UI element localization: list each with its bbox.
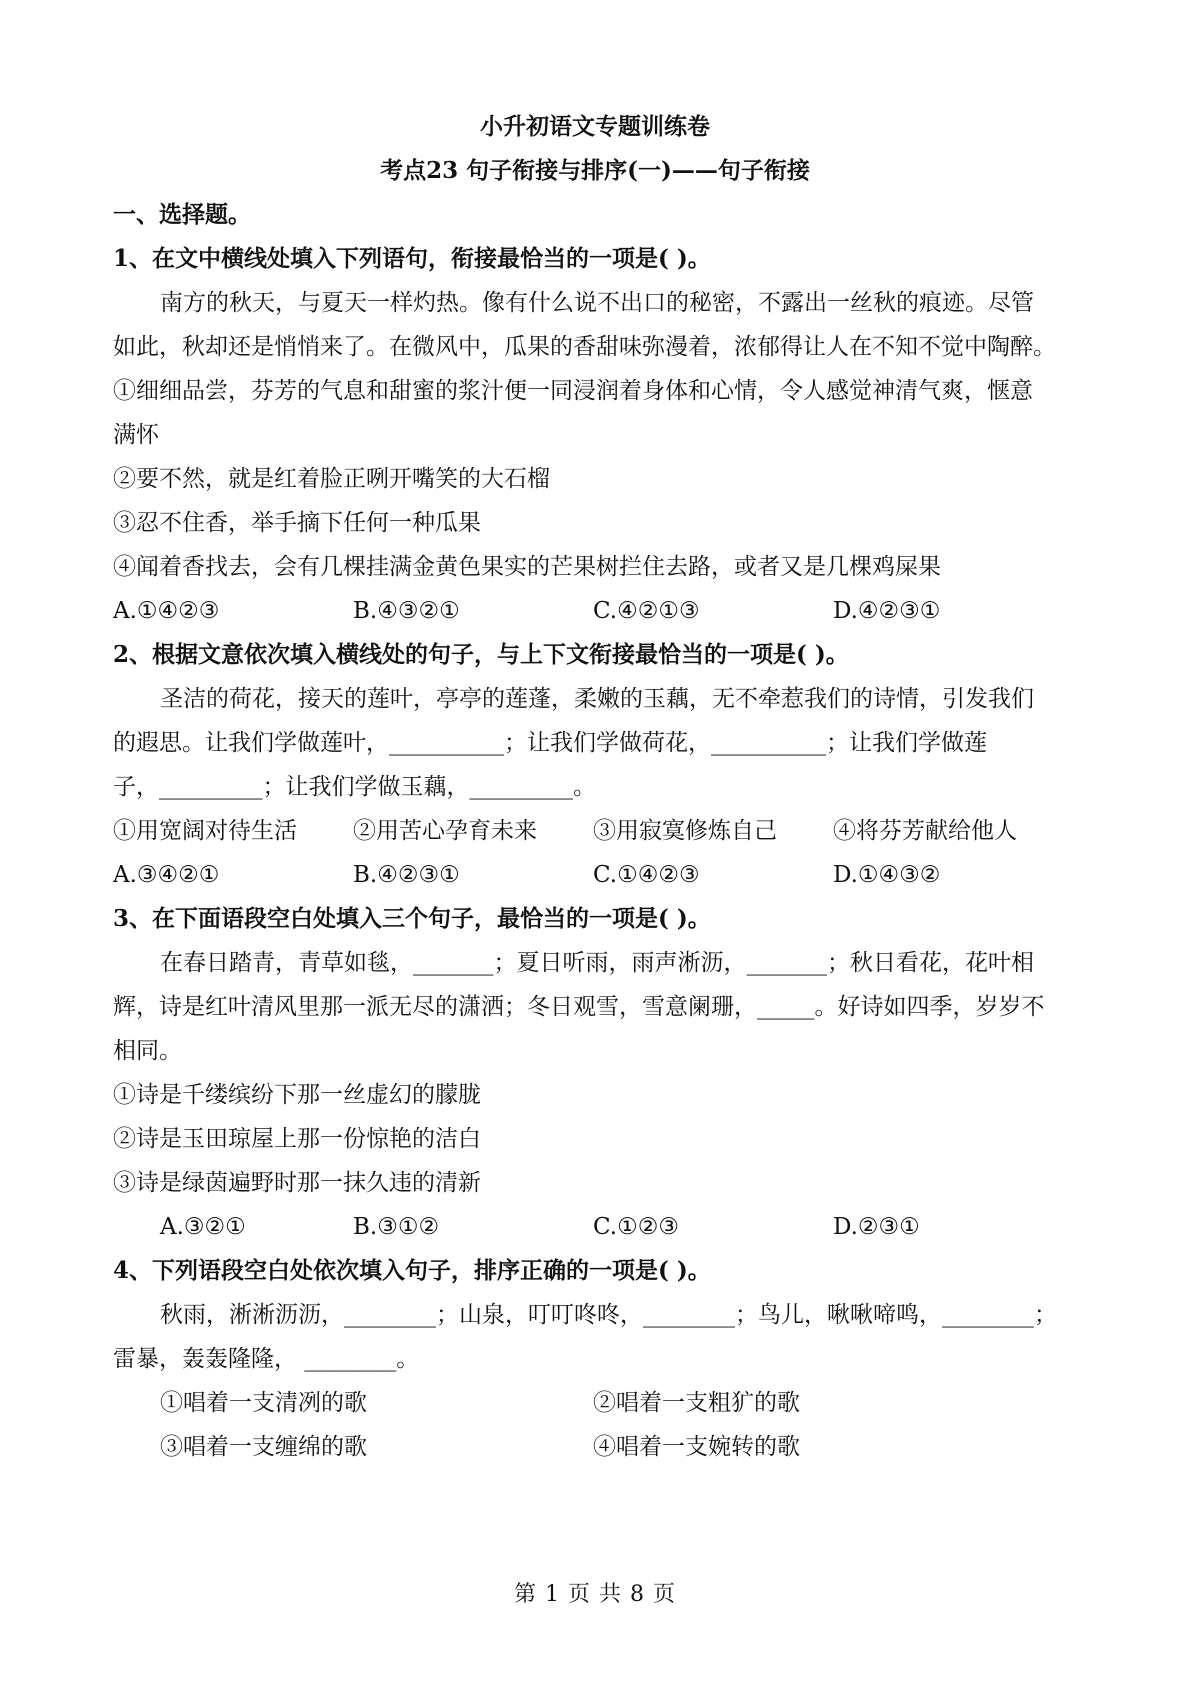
question-4-item: ①唱着一支清冽的歌: [160, 1390, 367, 1416]
question-3-item: ③诗是绿茵遍野时那一抹久违的清新: [113, 1170, 481, 1196]
question-4-passage-line: 秋雨，淅淅沥沥，________；山泉，叮叮咚咚，________；鸟儿，啾啾啼鸣，________；: [160, 1302, 1057, 1328]
question-3-option-c[interactable]: C.①②③: [593, 1214, 679, 1240]
question-2-stem: 2、根据文意依次填入横线处的句子，与上下文衔接最恰当的一项是( )。: [113, 641, 849, 668]
question-4-stem: 4、下列语段空白处依次填入句子，排序正确的一项是( )。: [113, 1257, 711, 1284]
question-4-item: ③唱着一支缠绵的歌: [160, 1434, 367, 1460]
question-4-item: ④唱着一支婉转的歌: [593, 1434, 800, 1460]
question-3-option-b[interactable]: B.③①②: [353, 1214, 440, 1240]
question-1-option-c[interactable]: C.④②①③: [593, 598, 700, 624]
page-footer: 第 1 页 共 8 页: [514, 1582, 676, 1607]
question-2-passage-line: 的遐思。让我们学做莲叶，__________；让我们学做荷花，__________；让我们学做莲: [113, 730, 987, 756]
question-3-passage-line: 辉，诗是红叶清风里那一派无尽的潇洒；冬日观雪，雪意阑珊，_____。好诗如四季，岁岁不: [113, 994, 1045, 1020]
question-4-passage-line: 雷暴，轰轰隆隆， ________。: [113, 1346, 420, 1372]
question-1-option-b[interactable]: B.④③②①: [353, 598, 460, 624]
question-2-item: ④将芬芳献给他人: [833, 818, 1017, 844]
question-1-item: ③忍不住香，举手摘下任何一种瓜果: [113, 510, 481, 536]
question-4-item: ②唱着一支粗犷的歌: [593, 1390, 800, 1416]
question-3-option-a[interactable]: A.③②①: [160, 1214, 246, 1240]
question-3-passage-line: 相同。: [113, 1038, 182, 1064]
question-1-stem: 1、在文中横线处填入下列语句，衔接最恰当的一项是( )。: [113, 245, 711, 272]
question-2-option-d[interactable]: D.①④③②: [833, 862, 941, 888]
question-1-option-a[interactable]: A.①④②③: [113, 598, 220, 624]
question-1-item: ②要不然，就是红着脸正咧开嘴笑的大石榴: [113, 466, 550, 492]
document-subtitle: 考点23 句子衔接与排序(一)——句子衔接: [380, 157, 810, 184]
question-2-option-a[interactable]: A.③④②①: [113, 862, 220, 888]
question-2-option-b[interactable]: B.④②③①: [353, 862, 460, 888]
question-1-item: 满怀: [113, 422, 159, 448]
question-2-passage-line: 圣洁的荷花，接天的莲叶，亭亭的莲蓬，柔嫩的玉藕，无不牵惹我们的诗情，引发我们: [160, 686, 1034, 712]
question-1-item: ④闻着香找去，会有几棵挂满金黄色果实的芒果树拦住去路，或者又是几棵鸡屎果: [113, 554, 941, 580]
question-1-passage-line: 如此，秋却还是悄悄来了。在微风中，瓜果的香甜味弥漫着，浓郁得让人在不知不觉中陶醉。: [113, 334, 1056, 360]
question-3-item: ②诗是玉田琼屋上那一份惊艳的洁白: [113, 1126, 481, 1152]
question-2-item: ①用宽阔对待生活: [113, 818, 297, 844]
question-3-item: ①诗是千缕缤纷下那一丝虚幻的朦胧: [113, 1082, 481, 1108]
question-2-item: ②用苦心孕育未来: [353, 818, 537, 844]
question-1-option-d[interactable]: D.④②③①: [833, 598, 941, 624]
question-1-passage-line: 南方的秋天，与夏天一样灼热。像有什么说不出口的秘密，不露出一丝秋的痕迹。尽管: [160, 290, 1034, 316]
question-1-item: ①细细品尝，芬芳的气息和甜蜜的浆汁便一同浸润着身体和心情，令人感觉神清气爽，惬意: [113, 378, 1033, 404]
question-2-passage-line: 子，_________；让我们学做玉藕，_________。: [113, 774, 596, 800]
question-3-option-d[interactable]: D.②③①: [833, 1214, 920, 1240]
document-title: 小升初语文专题训练卷: [480, 113, 710, 140]
question-3-stem: 3、在下面语段空白处填入三个句子，最恰当的一项是( )。: [113, 905, 711, 932]
section-heading: 一、选择题。: [113, 201, 251, 228]
question-2-option-c[interactable]: C.①④②③: [593, 862, 700, 888]
question-2-item: ③用寂寞修炼自己: [593, 818, 777, 844]
question-3-passage-line: 在春日踏青，青草如毯，_______；夏日听雨，雨声淅沥，_______；秋日看花，花叶相: [160, 950, 1034, 976]
